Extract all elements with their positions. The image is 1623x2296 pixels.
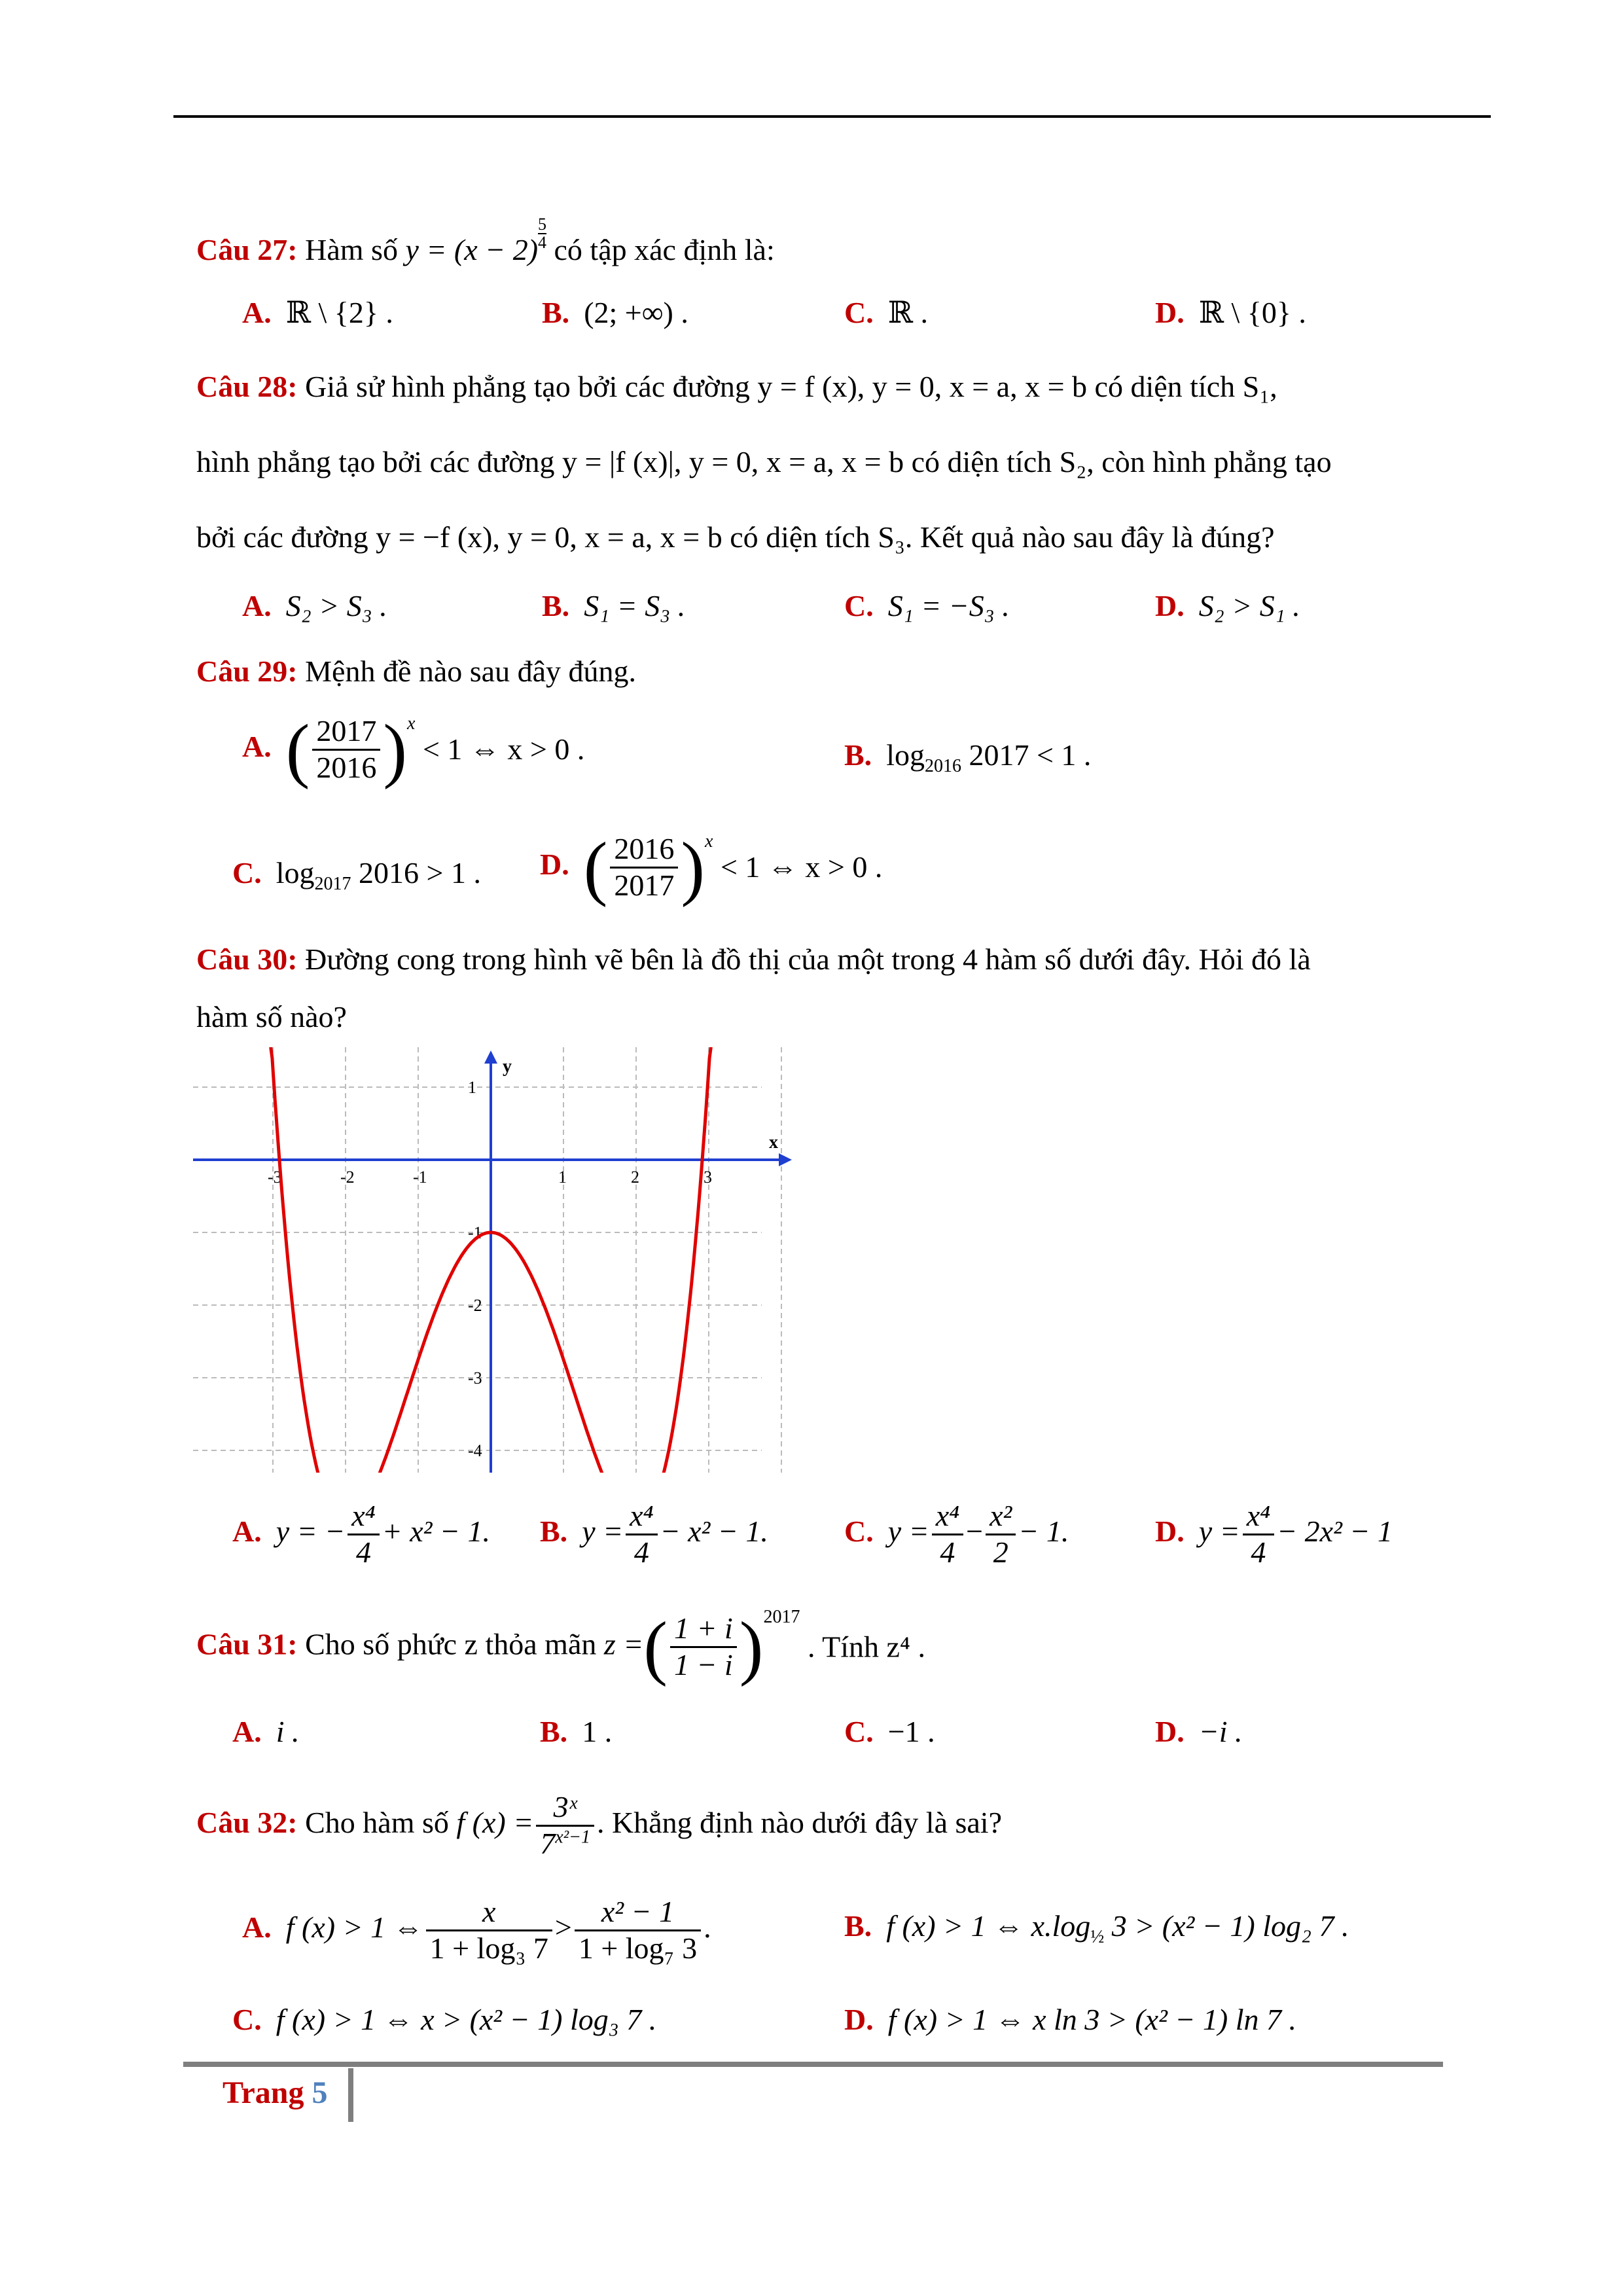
q29-label: Câu 29: [196,655,298,688]
q31-option-a[interactable]: A. i . [232,1715,300,1748]
question-29 [196,655,636,689]
q28-option-b[interactable]: B. S₁ = S₃ . [542,589,686,622]
x-axis-label: x [769,1132,778,1153]
q31-text-after: . Tính z⁴ . [807,1630,925,1664]
q31-text-before: Cho số phức z thỏa mãn [305,1627,597,1661]
q28-line3: bởi các đường y = −f (x), y = 0, x = a, x = b có diện tích S₃. Kết quả nào sau đây là đúng? [196,520,1275,554]
function-graph [193,1047,795,1473]
q27-option-c[interactable]: C. ℝ . [844,296,928,329]
q30-label: Câu 30: [196,942,298,976]
y-axis-label: y [503,1056,512,1077]
q32-text-after: . Khẳng định nào dưới đây là sai? [597,1805,1003,1839]
q31-exponent: 2017 [763,1607,800,1627]
question-32 [196,1790,1002,1861]
question-28 [196,370,1277,404]
question-27 [196,216,775,268]
q29-text: Mệnh đề nào sau đây đúng. [305,655,637,688]
q32-fx: f (x) = [456,1805,534,1839]
q28-option-d[interactable]: D. S₂ > S₁ . [1155,589,1300,622]
q27-option-d[interactable]: D. ℝ \ {0} . [1155,296,1306,329]
q32-option-c[interactable]: C. f (x) > 1 ⇔ x > (x² − 1) log₃ 7 . [232,2003,657,2036]
q28-line1: Giả sử hình phẳng tạo bởi các đường y = f (x), y = 0, x = a, x = b có diện tích S₁, [305,370,1277,403]
q29-option-c[interactable]: C. $\log_{2017} 2016 > 1$ . [232,856,481,895]
q29-option-b[interactable]: B. $\log_{2016} 2017 < 1$ . [844,738,1092,777]
q32-fraction: $\frac{\text{3ˣ}}{7^{x^2-1}}$ [536,1790,594,1861]
x-tick-label: -1 [413,1168,427,1187]
q28-line2: hình phẳng tạo bởi các đường y = |f (x)|, y = 0, x = a, x = b có diện tích S₂, còn hình phẳng tạo [196,445,1332,478]
q27-option-b[interactable]: B. (2; +∞) . [542,296,688,329]
q31-option-b[interactable]: B. 1 . [540,1715,613,1748]
x-tick-label: 2 [631,1168,639,1187]
q29-option-a[interactable]: A. ( $\frac{2017}{2016}$ )$^x$ < 1 ⇔ x > 0 . [242,709,585,790]
q32-option-b[interactable]: B. f (x) > 1 ⇔ $x.\log_{\frac{1}{2}}$ 3 > (x² − 1) log₂ 7 . [844,1909,1349,1948]
q27-exponent: $\frac{5}{4}$ [538,215,547,252]
y-tick-label: -1 [468,1223,482,1242]
q28-label: Câu 28: [196,370,298,403]
x-tick-label: 3 [704,1168,712,1187]
y-tick-label: -4 [468,1441,482,1460]
x-axis-arrow [779,1153,792,1166]
q31-z: z = [603,1627,644,1661]
q30-option-d[interactable]: D. y = $\frac{\text{x⁴}}{4}$ − 2x² − 1 [1155,1499,1393,1569]
q30-option-b[interactable]: B. y = $\frac{\text{x⁴}}{4}$ − x² − 1. [540,1499,768,1569]
q27-label: Câu 27: [196,233,298,267]
x-tick-label: 1 [558,1168,567,1187]
q27-option-a[interactable]: A. ℝ \ {2} . [242,296,393,329]
q30-option-c[interactable]: C. y = $\frac{\text{x⁴}}{4}$ − $\frac{\text{x²}}{2}$ − 1. [844,1499,1069,1569]
q31-label: Câu 31: [196,1627,298,1661]
q27-formula: y = (x − 2) [405,233,539,267]
q29-option-d[interactable]: D. ( $\frac{2016}{2017}$ )$^x$ < 1 ⇔ x > 0 . [540,827,883,908]
q30-line1: Đường cong trong hình vẽ bên là đồ thị của một trong 4 hàm số dưới đây. Hỏi đó là [305,942,1311,976]
q27-text-before: Hàm số [305,233,398,267]
top-rule [173,115,1491,118]
q30-option-a[interactable]: A. y = − $\frac{\text{x⁴}}{4}$ + x² − 1. [232,1499,490,1569]
tick-labels [268,1056,778,1473]
q32-option-a[interactable]: A. f (x) > 1 ⇔ $\frac{x}{\text{1 + log₃ 7}}$ > $\frac{\text{x² − 1}}{\text{1 + log₇ 3}}$ . [242,1895,711,1965]
x-tick-label: -3 [268,1168,282,1187]
q32-option-d[interactable]: D. f (x) > 1 ⇔ x ln 3 > (x² − 1) ln 7 . [844,2003,1297,2036]
q32-text-before: Cho hàm số [305,1805,449,1839]
q27-text-after: có tập xác định là: [554,233,775,267]
footer-divider [348,2068,353,2122]
q31-option-c[interactable]: C. −1 . [844,1715,935,1748]
y-axis-arrow [484,1050,497,1064]
q28-option-c[interactable]: C. S₁ = −S₃ . [844,589,1010,622]
q28-option-a[interactable]: A. S₂ > S₃ . [242,589,387,622]
q31-option-d[interactable]: D. −i . [1155,1715,1243,1748]
axes [193,1050,792,1473]
question-30 [196,942,1311,977]
q32-label: Câu 32: [196,1805,298,1839]
y-tick-label: -2 [468,1296,482,1315]
x-tick-label: -2 [340,1168,355,1187]
y-tick-label: -3 [468,1369,482,1388]
y-tick-label: 1 [468,1078,476,1097]
footer-rule [183,2062,1443,2067]
question-31: Câu 31: Cho số phức z thỏa mãn z =( $\frac{1 + i}{1 - i}$ )$^{2017}$ . Tính z⁴ . [196,1607,925,1687]
page-number: Trang 5 [223,2075,328,2110]
q30-line2: hàm số nào? [196,1000,347,1033]
